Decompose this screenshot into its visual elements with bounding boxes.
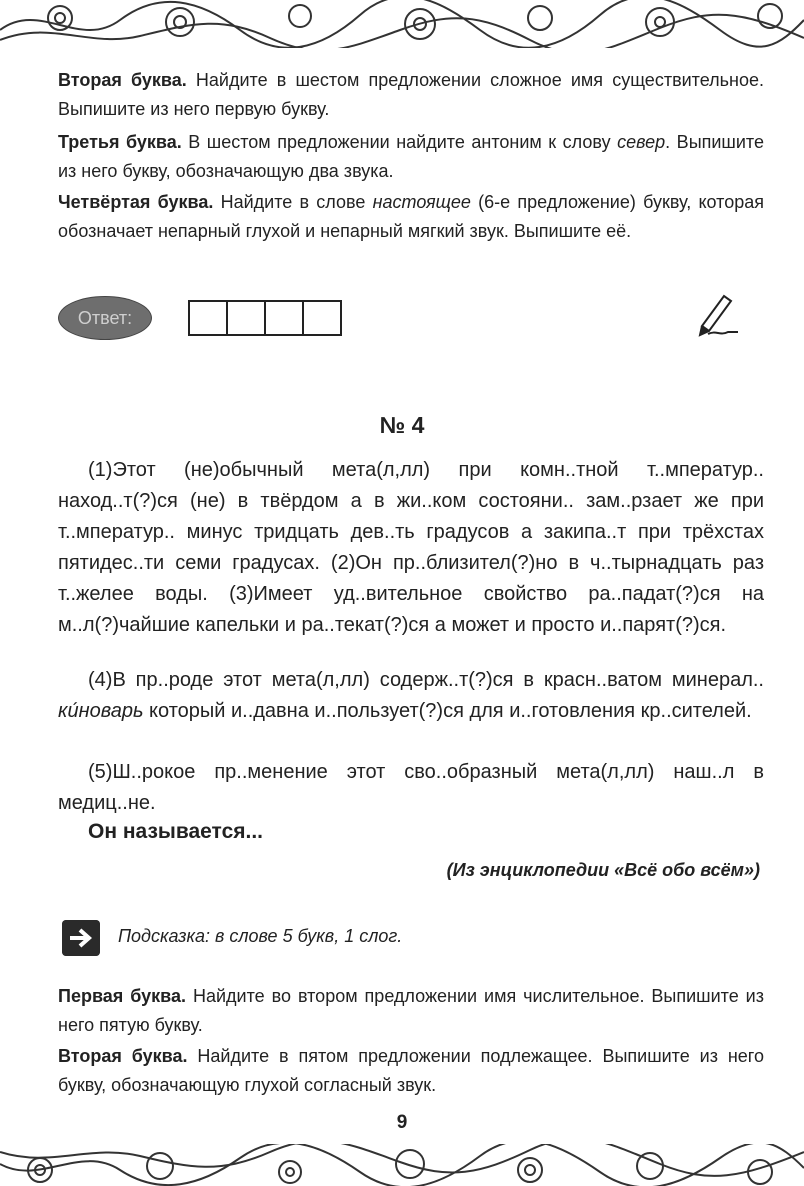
task-paragraph-3: (5)Ш..рокое пр..менение этот сво..образный мета(л,лл) наш..л в медиц..не. — [58, 761, 764, 814]
answer-box-1[interactable] — [188, 300, 228, 336]
instruction-second-letter: Вторая буква. Найдите в шестом предложении сложное имя существительное. Выпишите из него первую букву. — [58, 70, 764, 119]
instruction-first-letter-2: Первая буква. Найдите во втором предложении имя числительное. Выпишите из него пятую букву. — [58, 986, 764, 1035]
answer-box-3[interactable] — [264, 300, 304, 336]
floral-ornament-top — [0, 0, 804, 48]
task-number: № 4 — [379, 412, 425, 438]
hint-text: Подсказка: в слове 5 букв, 1 слог. — [118, 926, 403, 946]
answer-box-2[interactable] — [226, 300, 266, 336]
answer-boxes — [188, 300, 340, 336]
answer-label: Ответ: — [58, 296, 152, 340]
callout-text: Он называется... — [88, 820, 264, 843]
instruction-fourth-letter: Четвёртая буква. Найдите в слове настоящее (6-е предложение) букву, которая обозначает непарный глухой и непарный мягкий звук. Выпишите её. — [58, 192, 764, 241]
instruction-second-letter-2: Вторая буква. Найдите в пятом предложении подлежащее. Выпишите из него букву, обозначающую глухой согласный звук. — [58, 1046, 764, 1095]
arrow-right-icon — [62, 920, 100, 956]
pencil-icon — [694, 290, 744, 338]
source-citation: (Из энциклопедии «Всё обо всём») — [446, 860, 760, 880]
instruction-third-letter: Третья буква. В шестом предложении найдите антоним к слову север. Выпишите из него букву, обозначающую два звука. — [58, 132, 764, 181]
task-paragraph-1: (1)Этот (не)обычный мета(л,лл) при комн..тной т..мператур.. наход..т(?)ся (не) в твёрдом а в жи..ком состояни.. зам..рзает же при т..мператур.. минус тридцать дев..ть градусов а закипа..т при трёхстах пятидес..ти семи градусах. (2)Он пр..близител(?)но в ч..тырнадцать раз т..желее воды. (3)Имеет уд..вительное свойство ра..падат(?)ся на м..л(?)чайшие капельки и ра..текат(?)ся а может и просто и..парят(?)ся. — [58, 459, 764, 636]
answer-box-4[interactable] — [302, 300, 342, 336]
floral-ornament-bottom — [0, 1144, 804, 1186]
task-paragraph-2: (4)В пр..роде этот мета(л,лл) содерж..т(?)ся в красн..ватом минерал.. ки́новарь который и..давна и..пользует(?)ся для и..готовления кр..сителей. — [58, 669, 764, 722]
page-number: 9 — [396, 1112, 408, 1133]
answer-row — [58, 290, 758, 350]
